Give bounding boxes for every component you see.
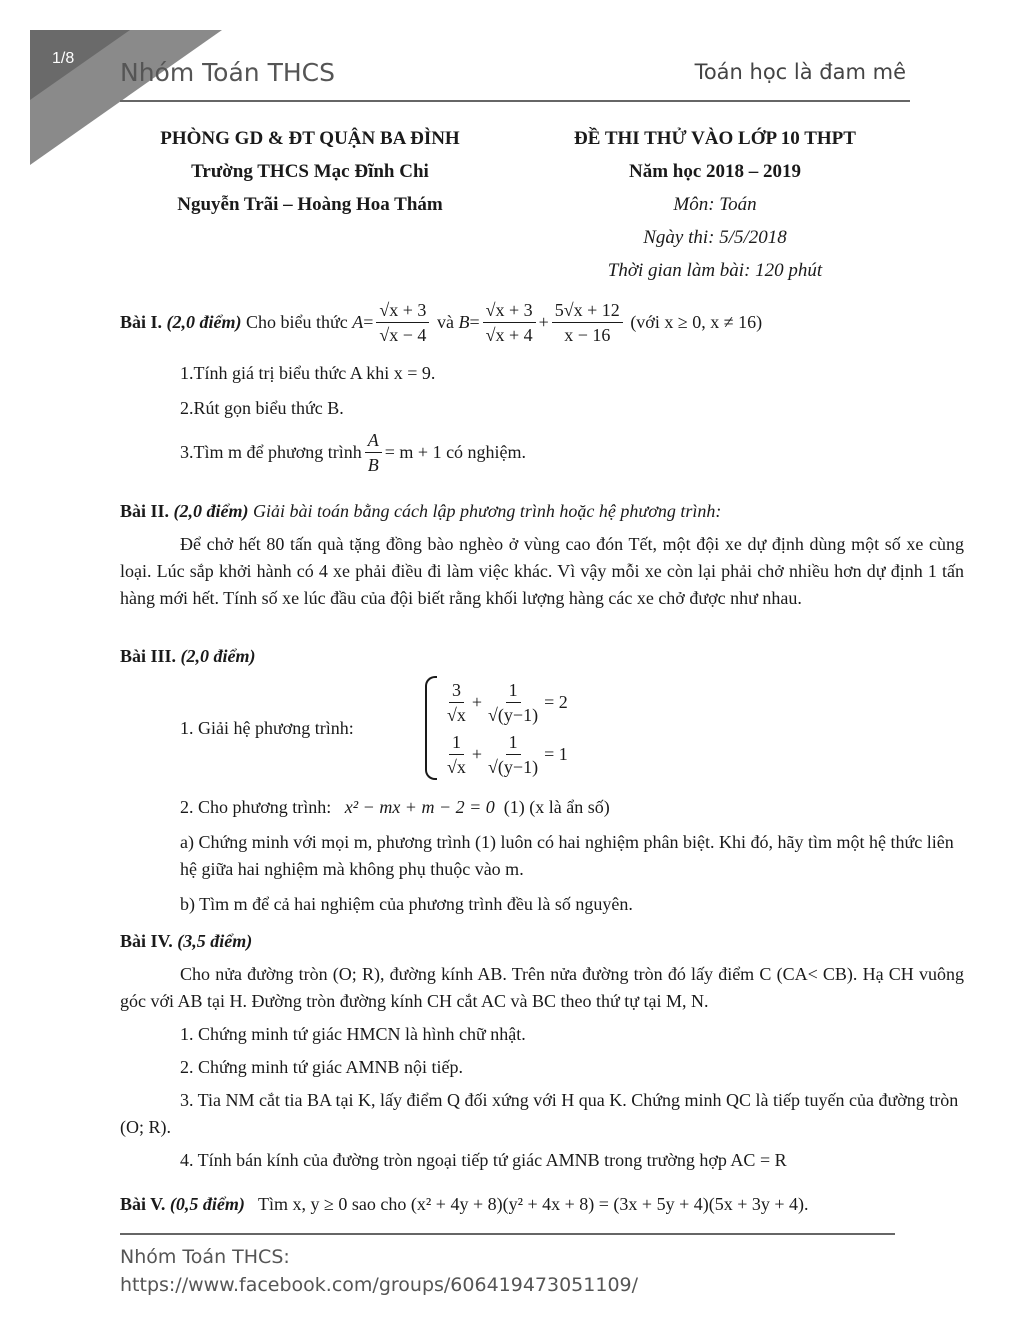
problem-4-points: (3,5 điểm) [177,931,253,951]
math-A: A [352,311,364,332]
problem-3 [120,643,964,918]
subject: Môn: Toán [673,194,757,215]
fraction-B1-denominator: √x + 4 [485,324,533,345]
eq1-frac2-num: 1 [506,678,521,703]
eq1-rhs: = 2 [544,691,568,712]
exam-info [545,122,885,287]
fraction-AB-denominator: B [367,455,379,475]
problem-4-q4: 4. Tính bán kính của đường tròn ngoại tiếp tứ giác AMNB trong trường hợp AC = R [180,1150,787,1170]
problem-1-condition: (với x ≥ 0, x ≠ 16) [630,311,763,332]
exam-date: Ngày thi: 5/5/2018 [643,227,787,248]
school-info [130,122,490,221]
eq1-frac1-num: 3 [449,678,464,703]
problem-1 [120,292,964,477]
math-plus: + [471,691,483,712]
header-group-name: Nhóm Toán THCS [120,58,335,87]
fraction-B2-denominator: x − 16 [564,324,611,345]
problem-3-equation: x² − mx + m − 2 = 0 [344,797,495,817]
exam-title: ĐỀ THI THỬ VÀO LỚP 10 THPT [574,128,856,149]
problem-1-q3-text: 3.Tìm m để phương trình [180,442,362,462]
problem-3-q2 [120,794,964,821]
eq2-frac2-den: √(y−1) [488,756,539,777]
word-and: và [436,311,454,332]
problem-3-points: (2,0 điểm) [180,646,256,666]
school-name: Trường THCS Mạc Đĩnh Chi [191,161,429,182]
problem-2-points: (2,0 điểm) [173,501,249,521]
footer [120,1243,638,1299]
eq2-frac1-den: √x [447,756,466,777]
footer-group: Nhóm Toán THCS: [120,1246,290,1268]
exam-duration: Thời gian làm bài: 120 phút [607,260,823,281]
math-plus: + [538,311,549,332]
footer-link[interactable]: https://www.facebook.com/groups/606419473051109/ [120,1274,639,1296]
fraction-A-over-B [365,428,382,477]
problem-1-q1: 1.Tính giá trị biểu thức A khi x = 9. [180,363,436,383]
problem-1-q3 [120,428,964,477]
fraction-B2 [552,298,623,347]
fraction-AB-numerator: A [365,428,382,453]
fraction-A [376,298,429,347]
problem-5 [120,1191,964,1218]
problem-2-label: Bài II. [120,501,170,521]
footer-divider [120,1233,895,1235]
page-number: 1/8 [52,50,75,67]
eq1-frac1-den: √x [447,704,466,725]
problem-1-label: Bài I. [120,311,163,332]
eq2-frac2-num: 1 [506,730,521,755]
problem-2 [120,498,964,612]
problem-3-q2-text: 2. Cho phương trình: [180,797,332,817]
math-eq: = [363,311,374,332]
problem-2-task: Giải bài toán bằng cách lập phương trình hoặc hệ phương trình: [253,501,722,521]
problem-3-qa: a) Chứng minh với mọi m, phương trình (1) luôn có hai nghiệm phân biệt. Khi đó, hãy tìm một hệ thức liên hệ giữa hai nghiệm mà không phụ thuộc vào m. [180,832,954,879]
math-plus: + [471,743,483,764]
math-eq: = [469,311,480,332]
problem-5-label: Bài V. [120,1194,166,1214]
school-branch: Nguyễn Trãi – Hoàng Hoa Thám [177,194,443,215]
problem-4-label: Bài IV. [120,931,173,951]
school-year: Năm học 2018 – 2019 [628,161,802,182]
problem-3-q1 [120,676,964,780]
problem-1-q3-tail: = m + 1 có nghiệm. [384,442,527,462]
fraction-B1-numerator: √x + 3 [483,298,536,323]
eq1-frac2-den: √(y−1) [488,704,539,725]
eq2-rhs: = 1 [544,743,568,764]
department: PHÒNG GD & ĐT QUẬN BA ĐÌNH [160,128,460,149]
problem-2-text: Để chở hết 80 tấn quà tặng đồng bào nghèo ở vùng cao đón Tết, một đội xe dự định dùng một số xe cùng loại. Lúc sắp khởi hành có 4 xe phải điều đi làm việc khác. Vì vậy mỗi xe còn lại phải chở nhiều hơn dự định 1 tấn hàng mới hết. Tính số xe lúc đầu của đội biết rằng khối lượng hàng các xe chở được như nhau. [120,534,964,608]
problem-5-text: Tìm x, y ≥ 0 sao cho (x² + 4y + 8)(y² + 4x + 8) = (3x + 5y + 4)(5x + 3y + 4). [258,1194,809,1214]
problem-4-text: Cho nửa đường tròn (O; R), đường kính AB. Trên nửa đường tròn đó lấy điểm C (CA< CB). Hạ CH vuông góc với AB tại H. Đường tròn đường kính CH cắt AC và BC theo thứ tự tại M, N. [120,964,964,1011]
header-slogan: Toán học là đam mê [694,60,906,84]
fraction-B2-numerator: 5√x + 12 [552,298,623,323]
system-eq1 [441,676,568,728]
fraction-A-numerator: √x + 3 [376,298,429,323]
fraction-A-denominator: √x − 4 [379,324,427,345]
problem-3-qb: b) Tìm m để cả hai nghiệm của phương trình đều là số nguyên. [180,894,633,914]
problem-4-q3: 3. Tia NM cắt tia BA tại K, lấy điểm Q đối xứng với H qua K. Chứng minh QC là tiếp tuyến của đường tròn (O; R). [120,1090,959,1137]
equation-system [425,676,568,780]
problem-4 [120,928,964,1174]
problem-1-points: (2,0 điểm) [166,311,242,332]
problem-5-points: (0,5 điểm) [169,1194,245,1214]
fraction-B1 [483,298,536,347]
problem-3-q2-tail: (1) (x là ẩn số) [503,797,610,817]
eq2-frac1-num: 1 [449,730,464,755]
problem-3-q1-text: 1. Giải hệ phương trình: [180,717,354,738]
system-brace [425,676,437,780]
problem-1-q2: 2.Rút gọn biểu thức B. [180,398,344,418]
system-eq2 [441,728,568,780]
problem-4-q2: 2. Chứng minh tứ giác AMNB nội tiếp. [180,1057,464,1077]
problem-1-intro: Cho biểu thức [246,311,348,332]
math-B: B [458,311,470,332]
problem-4-q1: 1. Chứng minh tứ giác HMCN là hình chữ nhật. [180,1024,526,1044]
header-divider [120,100,910,102]
problem-3-label: Bài III. [120,646,177,666]
